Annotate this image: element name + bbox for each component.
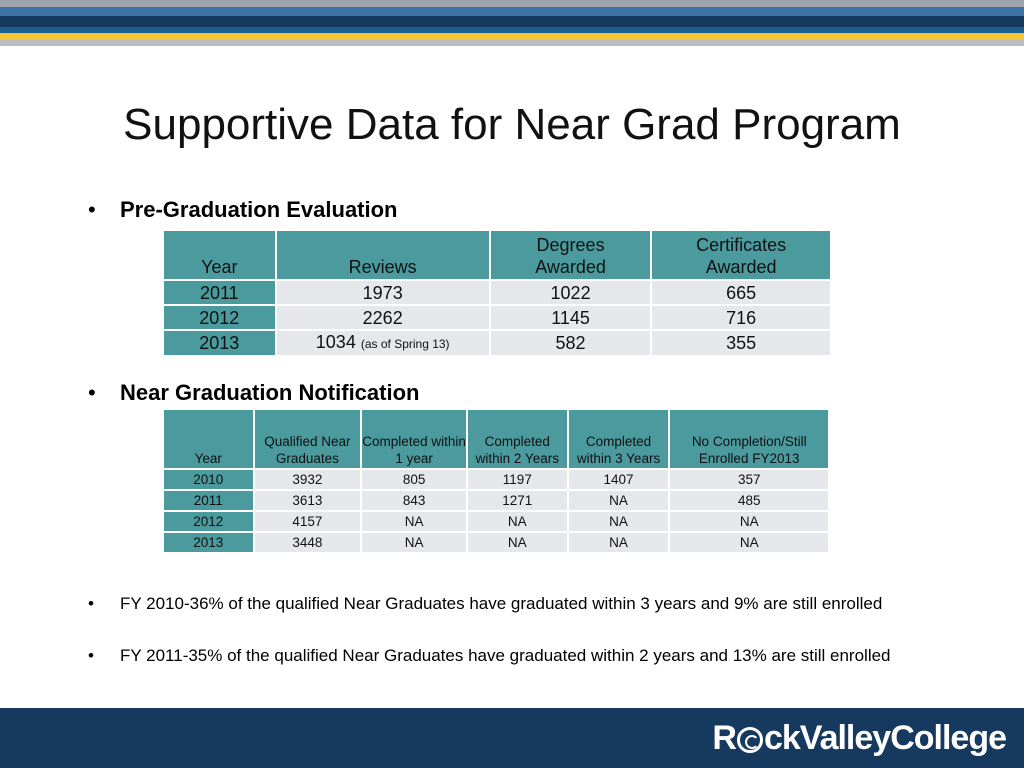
table-row <box>163 511 829 532</box>
table-header-row <box>163 230 831 280</box>
top-stripe-band <box>0 0 1024 47</box>
cell-no-completion: NA <box>669 511 829 532</box>
cell-year: 2013 <box>163 532 254 553</box>
stripe-gold <box>0 33 1024 40</box>
column-header-within-3-years: Completed within 3 Years <box>568 409 670 469</box>
cell-within-1-year: NA <box>361 532 467 553</box>
cell-certificates: 665 <box>651 280 831 305</box>
cell-within-2-years: 1197 <box>467 469 568 490</box>
note-text: FY 2011-35% of the qualified Near Graduates have graduated within 2 years and 13% are still enrolled <box>120 646 891 665</box>
table-row <box>163 330 831 356</box>
table-row <box>163 469 829 490</box>
pre-graduation-table <box>162 229 832 357</box>
cell-qualified: 3448 <box>254 532 362 553</box>
cell-degrees: 1022 <box>490 280 652 305</box>
cell-qualified: 3613 <box>254 490 362 511</box>
swirl-o-icon <box>737 727 763 753</box>
cell-year: 2011 <box>163 490 254 511</box>
column-header-certificates <box>651 230 831 280</box>
logo-text-start: R <box>712 718 736 757</box>
cell-within-3-years: NA <box>568 490 670 511</box>
note-fy2011 <box>88 645 948 667</box>
cell-year: 2011 <box>163 280 276 305</box>
slide-title: Supportive Data for Near Grad Program <box>123 100 901 149</box>
near-graduation-table <box>162 408 830 554</box>
cell-qualified: 4157 <box>254 511 362 532</box>
cell-year: 2012 <box>163 305 276 330</box>
cell-reviews: 2262 <box>276 305 490 330</box>
column-header-reviews: Reviews <box>276 230 490 280</box>
cell-within-3-years: NA <box>568 532 670 553</box>
cell-year: 2012 <box>163 511 254 532</box>
note-text: FY 2010-36% of the qualified Near Graduates have graduated within 3 years and 9% are still enrolled <box>120 594 883 613</box>
cell-reviews <box>276 330 490 356</box>
stripe-gray <box>0 0 1024 7</box>
column-header-within-2-years: Completed within 2 Years <box>467 409 568 469</box>
column-header-no-completion: No Completion/Still Enrolled FY2013 <box>669 409 829 469</box>
note-fy2010 <box>88 593 948 615</box>
stripe-navy <box>0 16 1024 27</box>
cell-reviews: 1973 <box>276 280 490 305</box>
cell-year: 2010 <box>163 469 254 490</box>
table-row <box>163 280 831 305</box>
section-heading-text: Pre-Graduation Evaluation <box>120 197 398 222</box>
table-header-row <box>163 409 829 469</box>
cell-no-completion: 485 <box>669 490 829 511</box>
footer-band <box>0 708 1024 768</box>
cell-degrees: 582 <box>490 330 652 356</box>
bullet-icon: • <box>88 646 94 665</box>
header-text: Certificates Awarded <box>696 235 787 277</box>
column-header-within-1-year: Completed within 1 year <box>361 409 467 469</box>
cell-within-3-years: NA <box>568 511 670 532</box>
bullet-icon: • <box>88 380 96 405</box>
cell-qualified: 3932 <box>254 469 362 490</box>
cell-within-1-year: 805 <box>361 469 467 490</box>
reviews-value: 1034 <box>315 332 356 352</box>
cell-within-3-years: 1407 <box>568 469 670 490</box>
column-header-year: Year <box>163 409 254 469</box>
bullet-icon: • <box>88 197 96 222</box>
cell-within-2-years: NA <box>467 532 568 553</box>
cell-within-1-year: NA <box>361 511 467 532</box>
college-logo <box>712 716 1006 760</box>
logo-text-end: ckValleyCollege <box>763 718 1006 757</box>
column-header-year: Year <box>163 230 276 280</box>
cell-certificates: 355 <box>651 330 831 356</box>
table-row <box>163 532 829 553</box>
table-row <box>163 305 831 330</box>
cell-no-completion: 357 <box>669 469 829 490</box>
section-heading-text: Near Graduation Notification <box>120 380 420 405</box>
bullet-icon: • <box>88 594 94 613</box>
reviews-note: (as of Spring 13) <box>360 337 450 351</box>
section-heading-pre-graduation <box>88 197 398 223</box>
cell-within-2-years: 1271 <box>467 490 568 511</box>
stripe-silver <box>0 40 1024 46</box>
cell-within-2-years: NA <box>467 511 568 532</box>
cell-year: 2013 <box>163 330 276 356</box>
cell-no-completion: NA <box>669 532 829 553</box>
cell-degrees: 1145 <box>490 305 652 330</box>
column-header-degrees <box>490 230 652 280</box>
cell-certificates: 716 <box>651 305 831 330</box>
stripe-blue <box>0 7 1024 16</box>
cell-within-1-year: 843 <box>361 490 467 511</box>
section-heading-near-graduation <box>88 380 419 406</box>
table-row <box>163 490 829 511</box>
header-text: Degrees Awarded <box>535 235 606 277</box>
column-header-qualified: Qualified Near Graduates <box>254 409 362 469</box>
